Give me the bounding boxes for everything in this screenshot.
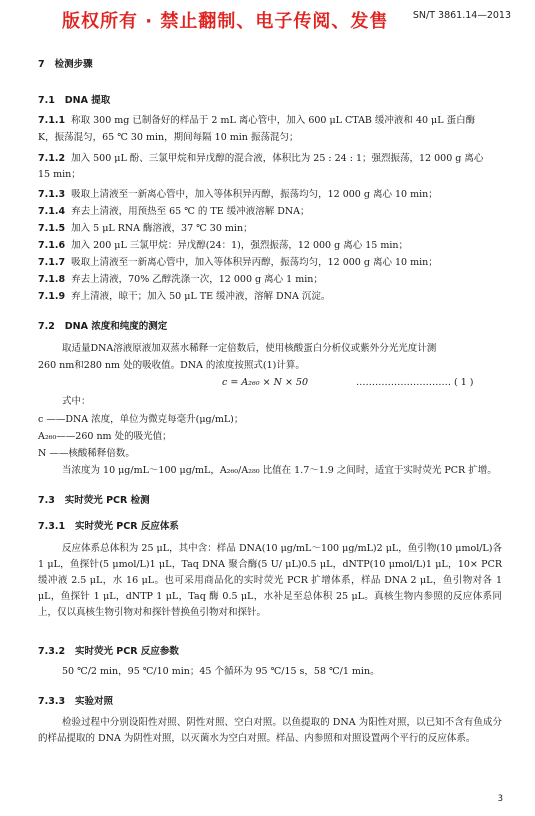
section-number: 7 — [38, 59, 45, 70]
formula: c = A₂₆₀ × N × 50 — [222, 377, 309, 388]
section-7-3-2-heading — [38, 643, 179, 657]
step-text: 吸取上清液至一新离心管中，加入等体积异丙醇，振荡均匀，12 000 g 离心 10 min； — [71, 257, 438, 268]
step-7-1-4 — [38, 204, 310, 220]
section-number: 7.3.2 — [38, 646, 66, 657]
page-number: 3 — [497, 794, 503, 804]
step-text: 加入 500 μL 酚、三氯甲烷和异戊醇的混合液，体积比为 25 : 24 : 1；强烈振荡，12 000 g 离心 — [71, 153, 484, 164]
section-7-1-heading — [38, 92, 110, 106]
definition: N ——核酸稀释倍数。 — [38, 448, 135, 459]
step-number: 7.1.6 — [38, 240, 66, 251]
formula-number: ………………………… ( 1 ) — [356, 377, 474, 388]
section-title: 实时荧光 PCR 检测 — [64, 495, 150, 506]
section-number: 7.3.1 — [38, 521, 66, 532]
step-7-1-6 — [38, 238, 408, 254]
section-number: 7.2 — [38, 321, 55, 332]
section-number: 7.3 — [38, 495, 55, 506]
section-title: DNA 提取 — [64, 95, 111, 106]
paragraph: 取适量DNA溶液原液加双蒸水稀释一定倍数后，使用核酸蛋白分析仪或紫外分光光度计测 — [62, 343, 437, 354]
standard-number: SN/T 3861.14—2013 — [412, 10, 511, 21]
step-text: 吸取上清液至一新离心管中，加入等体积异丙醇，振荡均匀，12 000 g 离心 10 min； — [71, 189, 438, 200]
step-number: 7.1.2 — [38, 153, 66, 164]
step-number: 7.1.5 — [38, 223, 66, 234]
step-number: 7.1.4 — [38, 206, 66, 217]
watermark: 版权所有 · 禁止翻制、电子传阅、发售 — [62, 11, 389, 32]
step-7-1-3 — [38, 187, 438, 203]
section-7-heading — [38, 56, 93, 70]
where-label: 式中： — [62, 396, 91, 407]
section-7-3-heading — [38, 492, 150, 506]
definition: c ——DNA 浓度，单位为微克每毫升(μg/mL)； — [38, 414, 244, 425]
step-text: 弃上清液，晾干；加入 50 μL TE 缓冲液，溶解 DNA 沉淀。 — [71, 291, 331, 302]
step-text: 弃去上清液，用预热至 65 ℃ 的 TE 缓冲液溶解 DNA； — [71, 206, 310, 217]
section-title: 检测步骤 — [54, 59, 93, 70]
paragraph: 检验过程中分别设阳性对照、阴性对照、空白对照。以鱼提取的 DNA 为阳性对照，以已知不含有鱼成分的样品提取的 DNA 为阴性对照，以灭菌水为空白对照。样品、内参照和对照设置两个平行的反应体系。 — [38, 717, 502, 744]
section-title: 实时荧光 PCR 反应体系 — [75, 521, 179, 532]
step-number: 7.1.1 — [38, 115, 66, 126]
step-7-1-1-cont: K，振荡混匀，65 ℃ 30 min，期间每隔 10 min 振荡混匀； — [38, 132, 299, 143]
step-number: 7.1.8 — [38, 274, 66, 285]
section-number: 7.1 — [38, 95, 55, 106]
section-7-3-1-heading — [38, 518, 179, 532]
paragraph: 当浓度为 10 μg/mL～100 μg/mL，A₂₆₀/A₂₈₀ 比值在 1.7～1.9 之间时，适宜于实时荧光 PCR 扩增。 — [62, 465, 497, 476]
step-7-1-7 — [38, 255, 438, 271]
section-title: 实验对照 — [75, 696, 114, 707]
section-7-2-heading — [38, 318, 167, 332]
section-7-3-3-heading — [38, 693, 113, 707]
step-number: 7.1.7 — [38, 257, 66, 268]
step-7-1-8 — [38, 272, 323, 288]
step-7-1-2-cont: 15 min； — [38, 169, 81, 180]
paragraph: 260 nm和280 nm 处的吸收值。DNA 的浓度按照式(1)计算。 — [38, 360, 305, 371]
step-text: 加入 200 μL 三氯甲烷：异戊醇(24：1)，强烈振荡，12 000 g 离心 15 min； — [71, 240, 408, 251]
step-text: 弃去上清液，70% 乙醇洗涤一次，12 000 g 离心 1 min； — [71, 274, 323, 285]
section-title: 实时荧光 PCR 反应参数 — [75, 646, 179, 657]
definition: A₂₆₀——260 nm 处的吸光值； — [38, 431, 172, 442]
paragraph: 50 ℃/2 min，95 ℃/10 min；45 个循环为 95 ℃/15 s，58 ℃/1 min。 — [62, 666, 380, 677]
step-7-1-9 — [38, 289, 330, 305]
step-number: 7.1.3 — [38, 189, 66, 200]
section-title: DNA 浓度和纯度的测定 — [64, 321, 168, 332]
step-7-1-5 — [38, 221, 253, 237]
section-number: 7.3.3 — [38, 696, 66, 707]
step-text: 称取 300 mg 已制备好的样品于 2 mL 离心管中，加入 600 μL CTAB 缓冲液和 40 μL 蛋白酶 — [71, 115, 476, 126]
step-number: 7.1.9 — [38, 291, 66, 302]
step-text: 加入 5 μL RNA 酶溶液，37 ℃ 30 min； — [71, 223, 253, 234]
step-7-1-1 — [38, 113, 475, 129]
paragraph: 反应体系总体积为 25 μL，其中含：样品 DNA(10 μg/mL～100 μg/mL)2 μL，鱼引物(10 μmol/L)各 1 μL，鱼探针(5 μmol/L)1 μL，Taq DNA 聚合酶(5 U/ μL)0.5 μL，dNTP(10 μmol/L)1 μL，10× PCR 缓冲液 2.5 μL，水 16 μL。也可采用商品化的实时荧光 PCR 扩增体系，样品 DNA 2 μL，鱼引物对各 1 μL，鱼探针 1 μL，dNTP 1 μL，Taq 酶 0.5 μL，水补足至总体积 25 μL。真核生物内参照的反应体系同上，仅以真核生物引物对和探针替换鱼引物对和探针。 — [38, 543, 502, 618]
step-7-1-2 — [38, 151, 483, 167]
